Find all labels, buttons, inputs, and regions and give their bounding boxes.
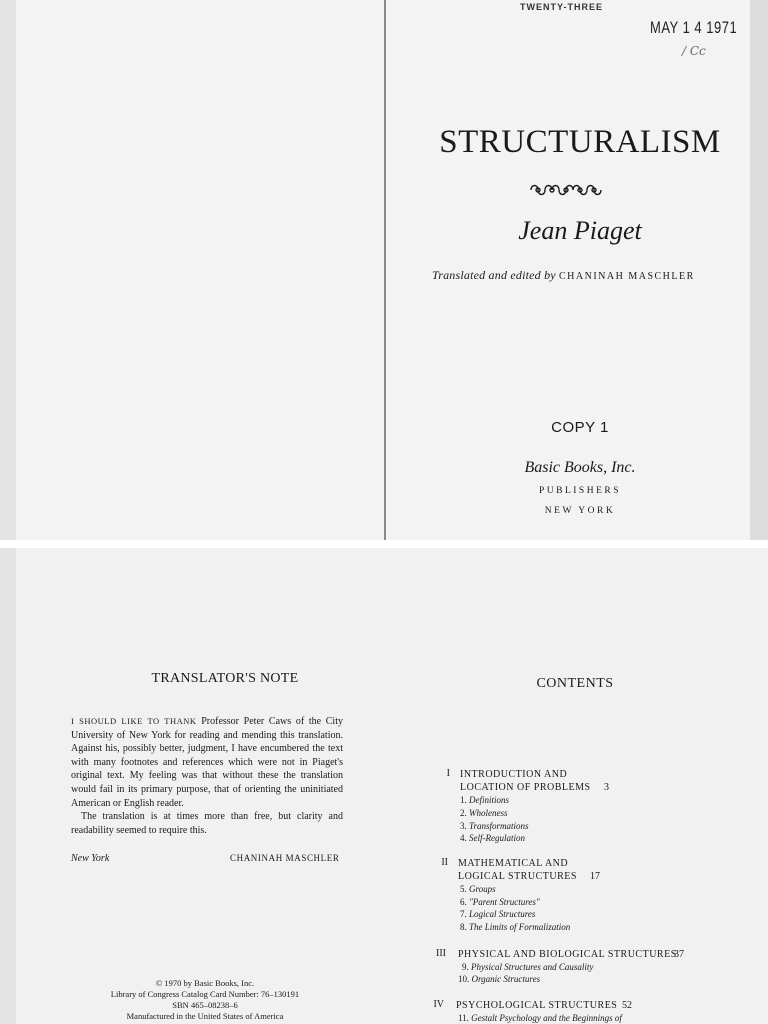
chapter-title: PSYCHOLOGICAL STRUCTURES [456,1000,618,1011]
manufacture-line: Manufactured in the United States of America [126,1011,284,1021]
copy-label: COPY 1 [551,419,609,436]
book-title: STRUCTURALISM [439,124,721,160]
toc-section [462,962,593,972]
note-signature: CHANINAH MASCHLER [230,853,340,863]
chapter-title: PHYSICAL AND BIOLOGICAL STRUCTURES [458,949,677,960]
chapter-numeral: II [441,857,448,868]
section-number: 8. [460,922,467,932]
book-gutter [384,0,386,540]
toc-section [460,821,529,831]
publisher-name: Basic Books, Inc. [524,459,636,476]
section-title: Wholeness [469,808,508,818]
section-title: Transformations [469,821,529,831]
section-title: "Parent Structures" [469,897,540,907]
chapter-numeral: III [436,948,446,959]
section-title: Organic Structures [471,974,541,984]
section-title: The Limits of Formalization [469,922,571,932]
section-number: 1. [460,795,467,805]
section-title: Definitions [469,795,509,805]
toc-section [460,897,540,907]
sbn-number: SBN 465–08238–6 [172,1000,238,1010]
section-title: Groups [469,884,496,894]
toc-section [460,795,509,805]
copyright-line: © 1970 by Basic Books, Inc. [155,978,255,988]
section-number: 3. [460,821,467,831]
section-number: 5. [460,884,467,894]
section-title: Self-Regulation [469,833,525,843]
ornament-icon [528,181,604,199]
publishers-label: PUBLISHERS [538,486,621,496]
toc-section [458,1013,622,1023]
toc-section [460,833,525,843]
section-title: Physical Structures and Causality [471,962,594,972]
section-title: Logical Structures [469,909,536,919]
note-text: Professor Peter Caws of the City University of New York for reading and mending this translation. Against his, possibly better, judgment, I have encumbered the text with many footnotes and references which were not in Piaget's original text. My feeling was that without these the translation would fail in its primary purpose, that of orienting the uninitiated American or English reader. [71,716,343,809]
note-paragraph: The translation is at times more than free, but clarity and readability seemed to require this. [71,811,343,836]
toc-section [458,974,540,984]
date-stamp: MAY 1 4 1971 [650,18,738,37]
chapter-title: LOCATION OF PROBLEMS [460,782,591,793]
toc-section [460,922,570,932]
contents-heading: CONTENTS [536,676,614,691]
toc-section [460,909,535,919]
chapter-numeral: IV [433,999,444,1010]
toc-section [460,808,508,818]
chapter-numeral: I [446,768,450,779]
chapter-page: 37 [674,949,684,960]
book-author: Jean Piaget [518,216,642,245]
section-number: 2. [460,808,467,818]
chapter-title: INTRODUCTION AND [460,769,568,780]
page-edge [0,548,16,1024]
note-lead: I SHOULD LIKE TO THANK [71,716,197,726]
section-number: 10. [458,974,470,984]
section-number: 4. [460,833,467,843]
chapter-title: LOGICAL STRUCTURES [458,871,577,882]
page-edge [0,0,16,540]
chapter-page: 52 [622,1000,632,1011]
translator-name: CHANINAH MASCHLER [559,271,695,282]
section-number: 9. [462,962,469,972]
chapter-page: 17 [590,871,600,882]
section-number: 6. [460,897,467,907]
note-paragraph [71,715,343,810]
translators-note-heading: TRANSLATOR'S NOTE [151,671,299,686]
section-number: 11. [458,1013,469,1023]
chapter-title: MATHEMATICAL AND [458,858,569,869]
scan-gap [0,540,768,548]
section-title: Gestalt Psychology and the Beginnings of [471,1013,622,1023]
note-city: New York [71,853,110,864]
handwritten-note: / Cc [682,44,706,58]
translated-prefix: Translated and edited by [432,268,556,282]
section-number: 7. [460,909,467,919]
chapter-page: 3 [604,782,609,793]
publisher-city: NEW YORK [544,506,616,516]
translators-note-body [71,715,343,837]
series-header: TWENTY-THREE [520,2,603,12]
catalog-number: Library of Congress Catalog Card Number: 76–130191 [110,989,300,999]
translator-credit [432,268,695,283]
copyright-block [60,978,350,1022]
toc-section [460,884,496,894]
